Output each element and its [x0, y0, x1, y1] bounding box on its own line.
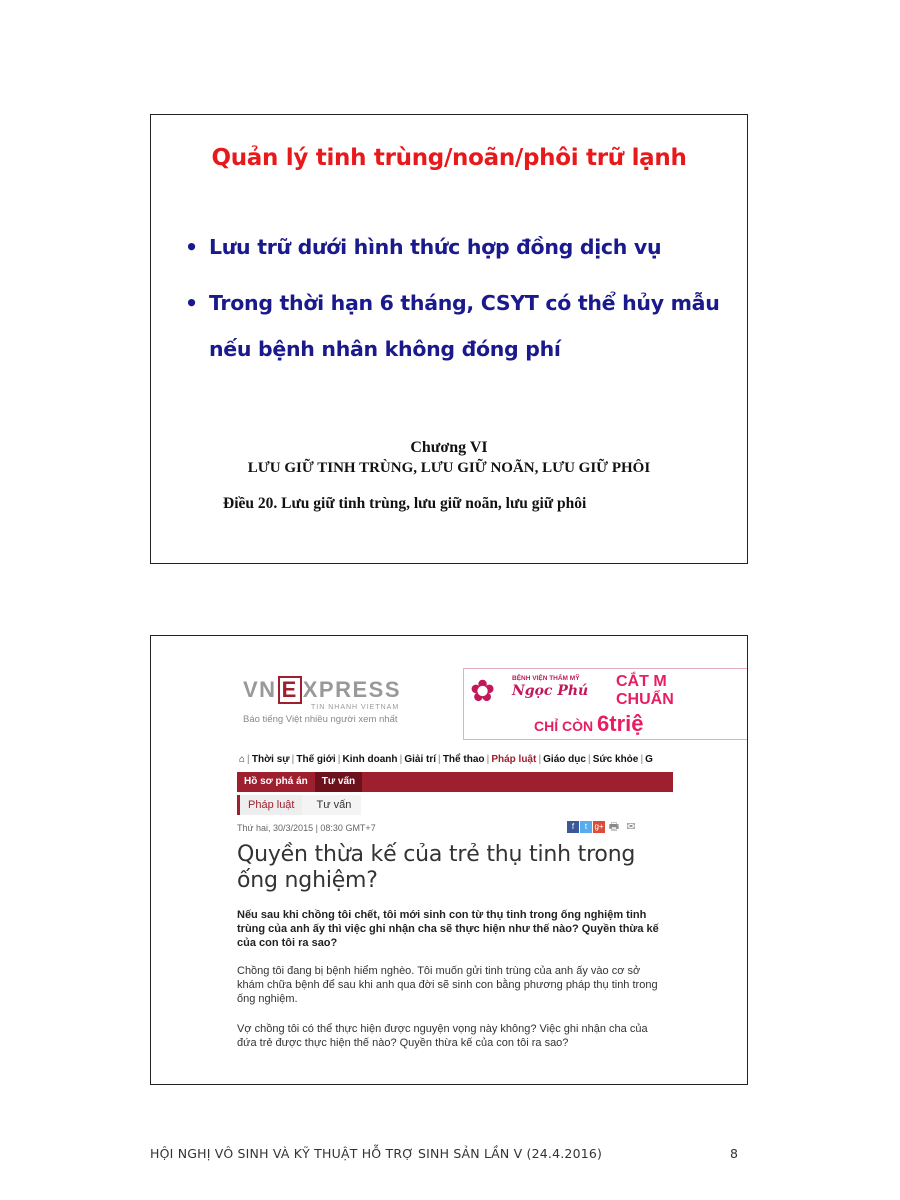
slide-2: [150, 635, 748, 1085]
article-lead: Nếu sau khi chồng tôi chết, tôi mới sinh con từ thụ tinh trong ống nghiệm tinh trùng của anh ấy thì việc ghi nhận cha sẽ thực hiện như thế nào? Quyền thừa kế của con tôi ra sao?: [237, 909, 659, 949]
article-paragraph: Chồng tôi đang bị bệnh hiểm nghèo. Tôi muốn gửi tinh trùng của anh ấy vào cơ sở khám chữa bệnh để sau khi anh qua đời sẽ sinh con bằng phương pháp thụ tinh trong ống nghiệm.: [237, 965, 658, 1005]
subnav-item-ho-so-pha-an[interactable]: Hồ sơ phá án: [244, 776, 308, 787]
law-chapter: Chương VI: [410, 439, 488, 456]
bullet-text: Lưu trữ dưới hình thức hợp đồng dịch vụ: [209, 235, 662, 259]
logo-left: VN: [243, 677, 277, 702]
logo-right: XPRESS: [302, 677, 402, 702]
bullet-item: [185, 233, 727, 261]
ad-offer-price: 6triệ: [597, 711, 644, 736]
home-icon[interactable]: ⌂: [239, 754, 246, 765]
article-paragraph: Vợ chồng tôi có thể thực hiện được nguyện vọng này không? Việc ghi nhận cha của đứa trẻ được thực hiện thế nào? Quyền thừa kế của con tôi ra sao?: [237, 1023, 648, 1049]
breadcrumb-item-tu-van[interactable]: Tư vấn: [302, 795, 361, 815]
page-number: 8: [730, 1146, 738, 1161]
slide-1: [150, 114, 748, 564]
nav-item-giao-duc[interactable]: Giáo dục: [543, 754, 586, 765]
ad-hospital-label: BỆNH VIỆN THẨM MỸ: [512, 675, 580, 682]
breadcrumb-item-phap-luat[interactable]: Pháp luật: [237, 795, 302, 815]
vnexpress-logo[interactable]: [243, 676, 401, 704]
nav-item-kinh-doanh[interactable]: Kinh doanh: [342, 754, 398, 765]
nav-item-phap-luat[interactable]: Pháp luật: [491, 754, 537, 765]
nav-item-the-thao[interactable]: Thể thao: [442, 754, 485, 765]
mail-icon[interactable]: ✉: [626, 820, 636, 833]
subnav-item-tu-van[interactable]: Tư vấn: [315, 772, 362, 792]
logo-subtitle: TIN NHANH VIETNAM: [311, 704, 400, 711]
flower-logo-icon: ✿: [470, 675, 496, 708]
logo-tagline: Báo tiếng Việt nhiều người xem nhất: [243, 714, 398, 725]
print-icon[interactable]: 🖶: [608, 820, 620, 833]
advertisement-banner[interactable]: [463, 668, 748, 740]
main-nav: ⌂ | Thời sự | Thế giới | Kinh doanh | Giải trí | Thể thao | Pháp luật | Giáo dục | Sức khỏe | G: [239, 754, 653, 765]
article-headline: Quyền thừa kế của trẻ thụ tinh trong ống nghiệm?: [237, 842, 636, 893]
law-article: Điều 20. Lưu giữ tinh trùng, lưu giữ noãn, lưu giữ phôi: [223, 495, 587, 512]
nav-item-more[interactable]: G: [645, 754, 653, 765]
bullet-text: Trong thời hạn 6 tháng, CSYT có thể hủy mẫu nếu bệnh nhân không đóng phí: [209, 291, 720, 361]
ad-headline: [616, 673, 674, 709]
nav-item-thoi-su[interactable]: Thời sự: [251, 754, 290, 765]
bullet-item: [185, 280, 727, 372]
bullet-list: [185, 233, 727, 372]
bullet-dot-icon: •: [185, 235, 198, 259]
sub-nav: [237, 772, 673, 792]
logo-box: E: [278, 676, 302, 704]
ad-line-1: CẮT M: [616, 673, 667, 690]
nav-item-giai-tri[interactable]: Giải trí: [404, 754, 437, 765]
law-chapter-title: LƯU GIỮ TINH TRÙNG, LƯU GIỮ NOÃN, LƯU GIỮ PHÔI: [247, 460, 651, 476]
facebook-icon[interactable]: f: [567, 821, 579, 833]
bullet-dot-icon: •: [185, 291, 198, 315]
ad-offer-prefix: CHỈ CÒN: [534, 718, 594, 734]
footer-text: HỘI NGHỊ VÔ SINH VÀ KỸ THUẬT HỖ TRỢ SINH SẢN LẦN V (24.4.2016): [150, 1146, 603, 1161]
nav-item-suc-khoe[interactable]: Sức khỏe: [592, 754, 639, 765]
share-bar: [567, 818, 640, 836]
breadcrumb: [237, 795, 361, 815]
twitter-icon[interactable]: t: [580, 821, 592, 833]
google-plus-icon[interactable]: g+: [594, 821, 604, 831]
slide-title: Quản lý tinh trùng/noãn/phôi trữ lạnh: [211, 145, 687, 171]
nav-item-the-gioi[interactable]: Thế giới: [296, 754, 336, 765]
article-date: Thứ hai, 30/3/2015 | 08:30 GMT+7: [237, 823, 376, 833]
ad-line-2: CHUẨN: [616, 691, 674, 708]
ad-hospital-name: Ngọc Phú: [512, 683, 589, 699]
ad-offer: [534, 711, 644, 737]
